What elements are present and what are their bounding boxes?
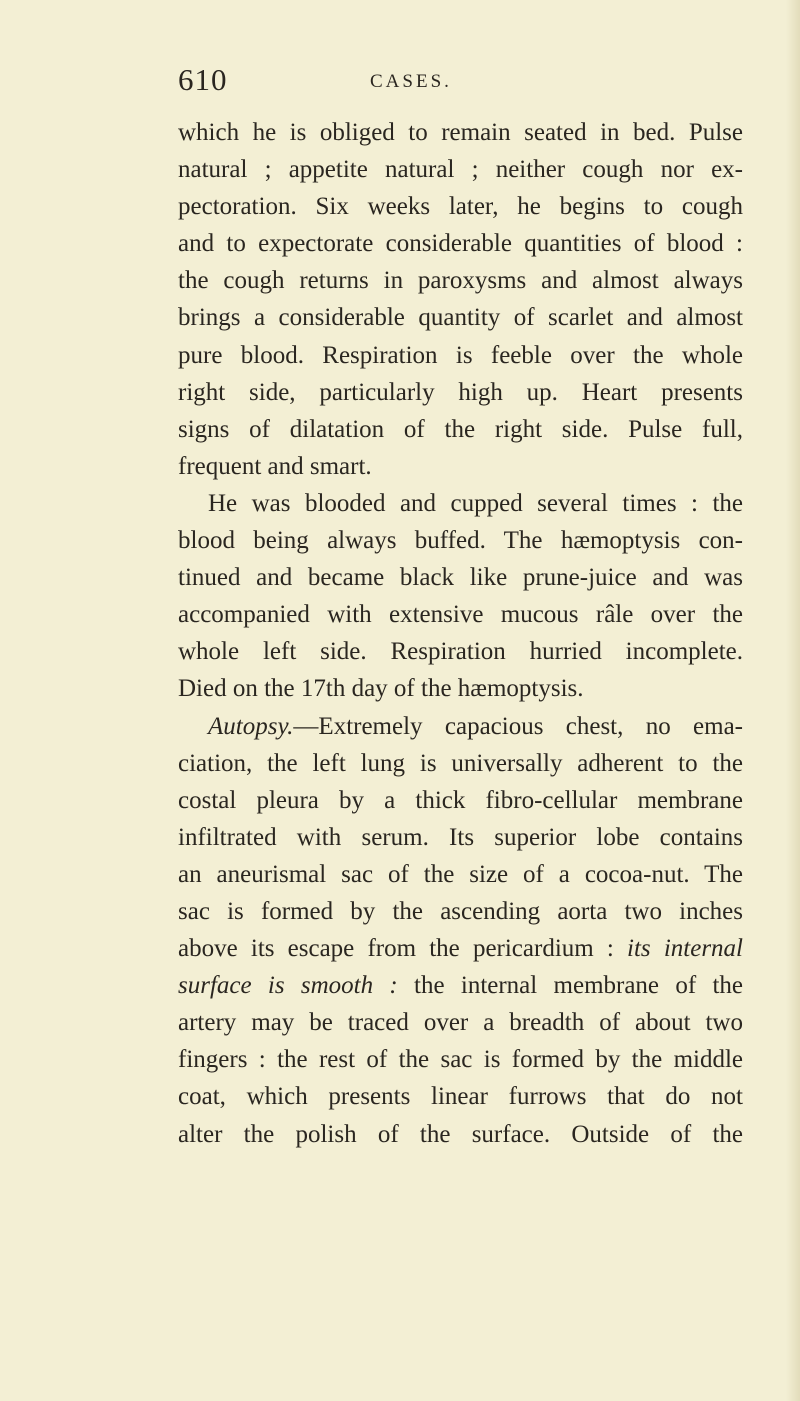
autopsy-text: —Extremely capacious chest, no ema- [293,712,743,740]
text-line: tinued and became black like prune-juice and was [178,564,743,592]
text-line: fingers : the rest of the sac is formed by the middle [178,1046,743,1074]
text-line: Died on the 17th day of the hæmoptysis. [178,675,584,703]
page-edge-shadow [786,0,800,1401]
body-text [178,114,743,1153]
text-line: natural ; appetite natural ; neither cough nor ex- [178,156,743,184]
running-head: CASES. [370,71,452,92]
text-line: and to expectorate considerable quantities of blood : [178,230,743,258]
text-line: whole left side. Respiration hurried incomplete. [178,638,743,666]
text-line: the cough returns in paroxysms and almost always [178,267,743,295]
text-line: alter the polish of the surface. Outside of the [178,1120,743,1148]
text-line: blood being always buffed. The hæmoptysis con- [178,527,743,555]
page-number: 610 [178,62,228,97]
text-line: infiltrated with serum. Its superior lobe contains [178,823,743,851]
text-line: coat, which presents linear furrows that do not [178,1083,743,1111]
text-line: costal pleura by a thick fibro-cellular membrane [178,786,743,814]
text-line: accompanied with extensive mucous râle over the [178,601,743,629]
text-line: an aneurismal sac of the size of a cocoa-nut. The [178,860,743,888]
italic-phrase: its internal [627,935,743,963]
text-line [178,930,743,967]
text-segment: above its escape from the pericardium : [178,935,628,963]
page-header [178,62,778,102]
text-line: ciation, the left lung is universally adherent to the [178,749,743,777]
text-line [178,967,743,1004]
text-line: artery may be traced over a breadth of about two [178,1009,743,1037]
autopsy-heading: Autopsy. [208,712,294,740]
text-line: pectoration. Six weeks later, he begins to cough [178,193,743,221]
text-line: pure blood. Respiration is feeble over the whole [178,341,743,369]
text-line: sac is formed by the ascending aorta two inches [178,897,743,925]
text-line: right side, particularly high up. Heart presents [178,378,743,406]
text-line: He was blooded and cupped several times : the [208,489,743,517]
text-line: which he is obliged to remain seated in bed. Pulse [178,119,743,146]
text-line: frequent and smart. [178,452,372,480]
text-segment: the internal membrane of the [397,972,743,1000]
italic-phrase: surface is smooth : [178,972,398,1000]
text-line: brings a considerable quantity of scarlet and almost [178,304,743,332]
text-line [178,708,743,745]
text-line: signs of dilatation of the right side. Pulse full, [178,415,743,443]
